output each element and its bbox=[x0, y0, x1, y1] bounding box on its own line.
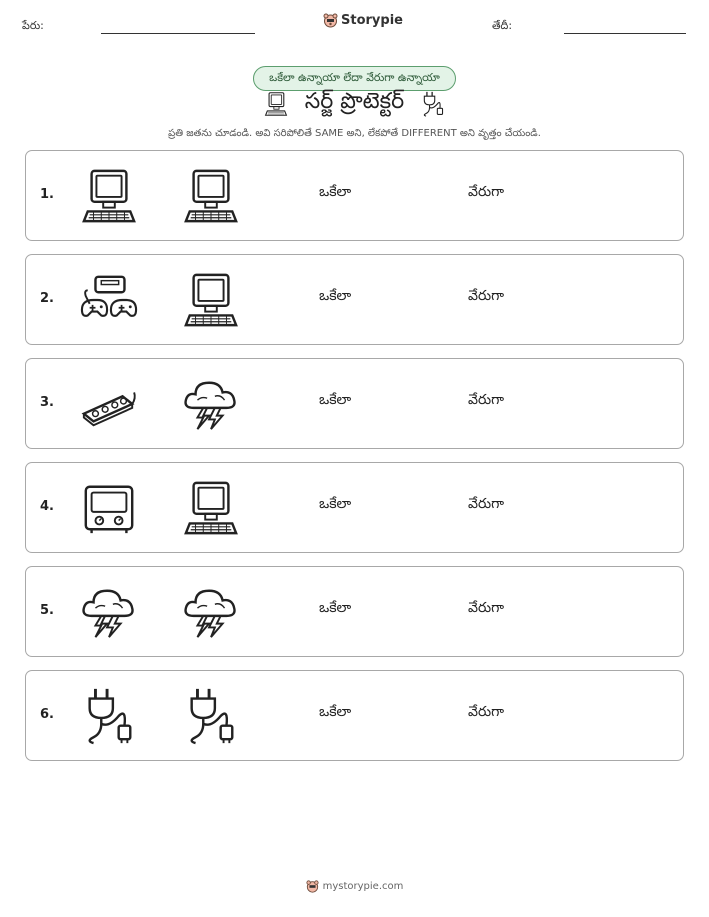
mascot-icon bbox=[323, 13, 338, 28]
question-row bbox=[25, 462, 684, 553]
question-row bbox=[25, 670, 684, 761]
microwave-icon bbox=[80, 479, 138, 537]
computer-icon bbox=[182, 271, 240, 329]
same-option[interactable]: ఒకేలా bbox=[319, 704, 352, 720]
page-title: సర్జ్ ప్రొటెక్టర్ bbox=[304, 89, 405, 114]
different-option[interactable]: వేరుగా bbox=[468, 184, 504, 200]
different-option[interactable]: వేరుగా bbox=[468, 704, 504, 720]
plug-icon bbox=[80, 687, 138, 745]
question-number: 5. bbox=[40, 603, 54, 618]
question-row bbox=[25, 566, 684, 657]
brand-logo bbox=[323, 13, 403, 28]
different-option[interactable]: వేరుగా bbox=[468, 288, 504, 304]
game-console-icon bbox=[80, 271, 138, 329]
name-line[interactable] bbox=[101, 33, 255, 34]
same-option[interactable]: ఒకేలా bbox=[319, 288, 352, 304]
same-option[interactable]: ఒకేలా bbox=[319, 392, 352, 408]
question-number: 3. bbox=[40, 395, 54, 410]
plug-icon bbox=[182, 687, 240, 745]
storm-cloud-icon bbox=[182, 583, 240, 641]
different-option[interactable]: వేరుగా bbox=[468, 392, 504, 408]
brand-name: Storypie bbox=[341, 13, 403, 28]
different-option[interactable]: వేరుగా bbox=[468, 496, 504, 512]
computer-icon bbox=[263, 91, 289, 117]
title-row bbox=[0, 89, 709, 119]
different-option[interactable]: వేరుగా bbox=[468, 600, 504, 616]
activity-badge: ఒకేలా ఉన్నాయా లేదా వేరుగా ఉన్నాయా bbox=[253, 66, 456, 91]
date-label: తేదీ: bbox=[492, 19, 513, 32]
question-number: 2. bbox=[40, 291, 54, 306]
plug-icon bbox=[420, 91, 446, 117]
question-row bbox=[25, 254, 684, 345]
same-option[interactable]: ఒకేలా bbox=[319, 496, 352, 512]
same-option[interactable]: ఒకేలా bbox=[319, 600, 352, 616]
instructions: ప్రతి జతను చూడండి. అవి సరిపోలితే SAME అని, లేకపోతే DIFFERENT అని వృత్తం చేయండి. bbox=[168, 128, 541, 139]
mascot-icon bbox=[306, 880, 319, 893]
question-number: 6. bbox=[40, 707, 54, 722]
footer-url: mystorypie.com bbox=[322, 881, 404, 892]
storm-cloud-icon bbox=[182, 375, 240, 433]
computer-icon bbox=[80, 167, 138, 225]
name-label: పేరు: bbox=[22, 19, 44, 32]
same-option[interactable]: ఒకేలా bbox=[319, 184, 352, 200]
question-row bbox=[25, 150, 684, 241]
computer-icon bbox=[182, 479, 240, 537]
storm-cloud-icon bbox=[80, 583, 138, 641]
question-number: 4. bbox=[40, 499, 54, 514]
footer bbox=[0, 880, 709, 893]
question-row bbox=[25, 358, 684, 449]
power-strip-icon bbox=[80, 375, 138, 433]
date-line[interactable] bbox=[564, 33, 686, 34]
computer-icon bbox=[182, 167, 240, 225]
question-number: 1. bbox=[40, 187, 54, 202]
